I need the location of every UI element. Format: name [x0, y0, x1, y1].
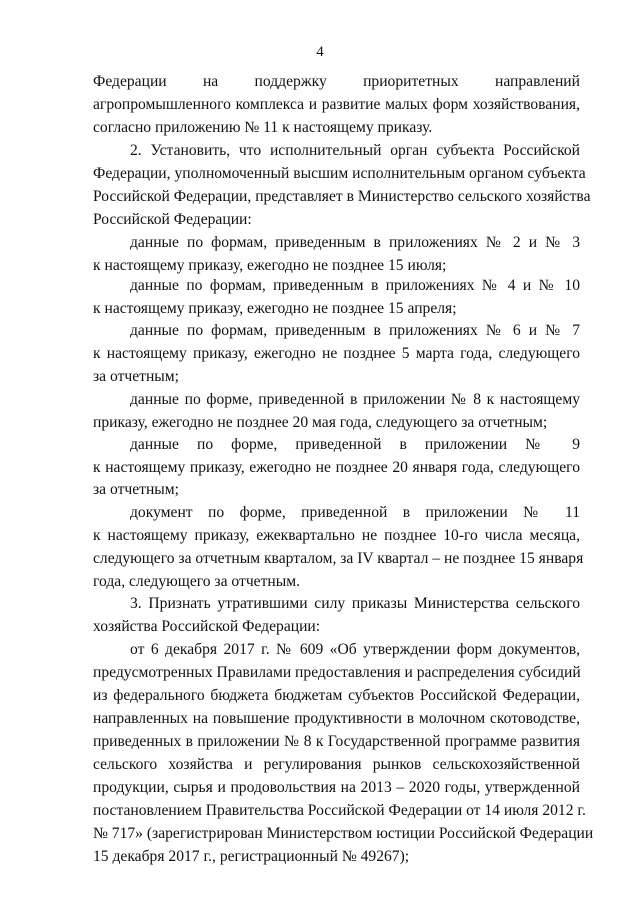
- text-line: к настоящему приказу, ежегодно не позднее 15 июля;: [93, 257, 447, 274]
- text-line: к настоящему приказу, ежегодно не позднее 5 марта года, следующего: [93, 345, 580, 362]
- text-line: данные по формам, приведенным в приложениях № 4 и № 10: [130, 277, 580, 294]
- text-line: согласно приложению № 11 к настоящему приказу.: [93, 119, 433, 136]
- text-line: года, следующего за отчетным.: [93, 573, 300, 590]
- text-line: агропромышленного комплекса и развитие малых форм хозяйствования,: [93, 96, 580, 113]
- text-line: данные по форме, приведенной в приложении № 9: [130, 436, 580, 453]
- text-line: Федерации на поддержку приоритетных направлений: [93, 73, 580, 90]
- text-line: к настоящему приказу, ежегодно не позднее 20 января года, следующего: [93, 459, 580, 476]
- text-line: Российской Федерации, представляет в Министерство сельского хозяйства: [93, 188, 591, 205]
- text-line: данные по форме, приведенной в приложении № 8 к настоящему: [130, 391, 580, 408]
- text-line: данные по формам, приведенным в приложениях № 6 и № 7: [130, 322, 580, 339]
- text-line: предусмотренных Правилами предоставления и распределения субсидий: [93, 664, 581, 681]
- text-line: данные по формам, приведенным в приложениях № 2 и № 3: [130, 234, 580, 251]
- text-line: от 6 декабря 2017 г. № 609 «Об утверждении форм документов,: [130, 641, 580, 658]
- text-line: постановлением Правительства Российской Федерации от 14 июля 2012 г.: [93, 802, 586, 819]
- text-line: приведенных в приложении № 8 к Государственной программе развития: [93, 733, 580, 750]
- text-line: № 717» (зарегистрирован Министерством юстиции Российской Федерации: [93, 825, 594, 842]
- text-line: 15 декабря 2017 г., регистрационный № 49267);: [93, 848, 410, 865]
- text-line: за отчетным;: [93, 481, 179, 498]
- text-line: из федерального бюджета бюджетам субъектов Российской Федерации,: [93, 687, 580, 704]
- text-line: сельского хозяйства и регулирования рынков сельскохозяйственной: [93, 756, 580, 773]
- text-line: Федерации, уполномоченный высшим исполнительным органом субъекта: [93, 165, 586, 182]
- page-number: 4: [316, 44, 324, 60]
- text-line: к настоящему приказу, ежегодно не позднее 15 апреля;: [93, 300, 457, 317]
- text-line: документ по форме, приведенной в приложении № 11: [130, 504, 580, 521]
- text-line: направленных на повышение продуктивности в молочном скотоводстве,: [93, 710, 580, 727]
- text-line: к настоящему приказу, ежеквартально не позднее 10-го числа месяца,: [93, 527, 580, 544]
- text-line: хозяйства Российской Федерации:: [93, 618, 321, 635]
- text-line: приказу, ежегодно не позднее 20 мая года, следующего за отчетным;: [93, 414, 548, 431]
- text-line: 2. Установить, что исполнительный орган субъекта Российской: [130, 142, 580, 159]
- text-line: за отчетным;: [93, 368, 179, 385]
- text-line: следующего за отчетным кварталом, за IV квартал – не позднее 15 января: [93, 550, 584, 567]
- text-line: Российской Федерации:: [93, 211, 252, 228]
- text-line: 3. Признать утратившими силу приказы Министерства сельского: [130, 595, 580, 612]
- text-line: продукции, сырья и продовольствия на 2013 – 2020 годы, утвержденной: [93, 779, 580, 796]
